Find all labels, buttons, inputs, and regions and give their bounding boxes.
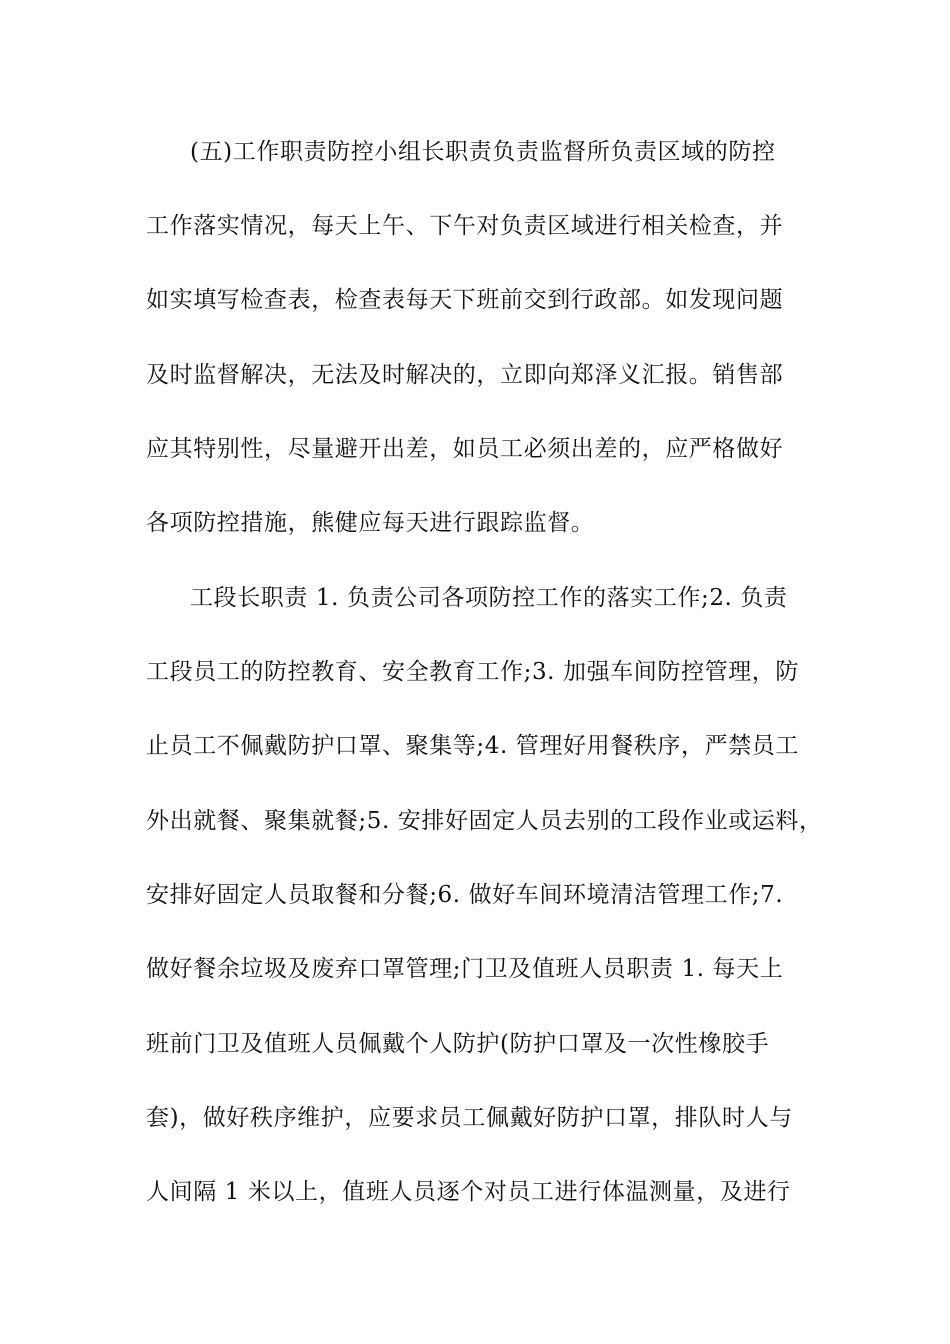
paragraph-2-line-7: 班前门卫及值班人员佩戴个人防护(防护口罩及一次性橡胶手 — [146, 1031, 770, 1057]
paragraph-1-line-2: 工作落实情况，每天上午、下午对负责区域进行相关检查，并 — [146, 213, 784, 239]
paragraph-2-line-9: 人间隔 1 米以上，值班人员逐个对员工进行体温测量，及进行 — [146, 1179, 791, 1205]
paragraph-2-line-2: 工段员工的防控教育、安全教育工作;3. 加强车间防控管理，防 — [146, 659, 800, 685]
paragraph-1-line-6: 各项防控措施，熊健应每天进行跟踪监督。 — [146, 510, 595, 536]
paragraph-2-line-8: 套)，做好秩序维护，应要求员工佩戴好防护口罩，排队时人与 — [146, 1105, 793, 1131]
paragraph-2-line-6: 做好餐余垃圾及废弃口罩管理;门卫及值班人员职责 1. 每天上 — [146, 956, 784, 982]
paragraph-2-line-4: 外出就餐、聚集就餐;5. 安排好固定人员去别的工段作业或运料， — [146, 808, 823, 834]
paragraph-2-line-5: 安排好固定人员取餐和分餐;6. 做好车间环境清洁管理工作;7. — [146, 882, 784, 908]
paragraph-1-line-4: 及时监督解决，无法及时解决的，立即向郑泽义汇报。销售部 — [146, 362, 784, 388]
paragraph-2-line-3: 止员工不佩戴防护口罩、聚集等;4. 管理好用餐秩序，严禁员工 — [146, 733, 800, 759]
paragraph-1-line-5: 应其特别性，尽量避开出差，如员工必须出差的，应严格做好 — [146, 436, 784, 462]
paragraph-2-line-1: 工段长职责 1. 负责公司各项防控工作的落实工作;2. 负责 — [190, 585, 788, 611]
paragraph-1-line-1: (五)工作职责防控小组长职责负责监督所负责区域的防控 — [190, 139, 776, 165]
paragraph-1-line-3: 如实填写检查表，检查表每天下班前交到行政部。如发现问题 — [146, 287, 784, 313]
